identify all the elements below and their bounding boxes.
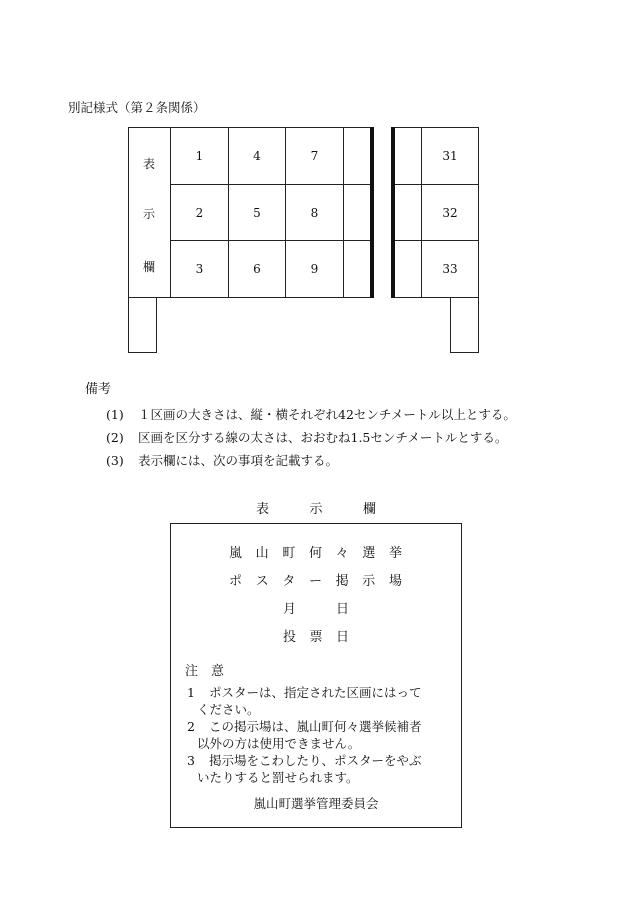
char: 町 bbox=[282, 546, 296, 561]
board-cell: 8 bbox=[285, 184, 344, 241]
char: 場 bbox=[388, 574, 402, 589]
display-panel bbox=[170, 523, 462, 828]
board-cell: 33 bbox=[421, 240, 479, 298]
board-cell: 5 bbox=[228, 184, 286, 241]
board-cell bbox=[343, 240, 372, 298]
caution-text-cont: ください。 bbox=[197, 702, 260, 717]
caution-text: この掲示場は、嵐山町何々選挙候補者 bbox=[209, 719, 422, 734]
break-line-right bbox=[391, 127, 395, 298]
char: タ bbox=[282, 574, 296, 589]
caution-number: 3 bbox=[187, 753, 195, 768]
caution-item bbox=[187, 752, 422, 786]
char: 日 bbox=[335, 630, 349, 645]
board-cell bbox=[393, 240, 422, 298]
board-leg-left bbox=[128, 297, 157, 353]
note-item bbox=[106, 451, 338, 469]
board-cell bbox=[393, 184, 422, 241]
char: 掲 bbox=[335, 574, 349, 589]
note-text: 区画を区分する線の太さは、おおむね1.5センチメートルとする。 bbox=[138, 430, 508, 445]
panel-footer: 嵐山町選挙管理委員会 bbox=[253, 796, 379, 811]
caution-item bbox=[187, 718, 422, 752]
panel-title bbox=[256, 498, 376, 517]
board-label-char: 示 bbox=[143, 207, 156, 221]
board-cell: 9 bbox=[285, 240, 344, 298]
note-text: 表示欄には、次の事項を記載する。 bbox=[138, 453, 339, 468]
char: 選 bbox=[362, 546, 376, 561]
caution-text-cont: 以外の方は使用できません。 bbox=[197, 736, 361, 751]
note-item bbox=[106, 428, 507, 446]
char: 示 bbox=[362, 574, 376, 589]
note-number: (2) bbox=[106, 430, 124, 445]
char: 投 bbox=[283, 630, 297, 645]
note-number: (1) bbox=[106, 407, 124, 422]
board-cell: 2 bbox=[170, 184, 229, 241]
char: ー bbox=[308, 574, 322, 589]
board-label-char: 欄 bbox=[143, 260, 156, 274]
board-leg-right bbox=[450, 297, 479, 353]
caution-text: 掲示場をこわしたり、ポスターをやぶ bbox=[209, 753, 422, 768]
board-cell bbox=[343, 127, 372, 185]
char: 嵐 bbox=[229, 546, 243, 561]
election-name-line bbox=[229, 542, 402, 561]
caution-text: ポスターは、指定された区画にはって bbox=[209, 685, 422, 700]
board-cell: 31 bbox=[421, 127, 479, 185]
char: ポ bbox=[229, 574, 243, 589]
char: 々 bbox=[335, 546, 349, 561]
note-item bbox=[106, 405, 516, 423]
char: ス bbox=[255, 574, 269, 589]
voting-day-line bbox=[283, 626, 349, 645]
board-label-char: 表 bbox=[143, 157, 156, 171]
poster-board-diagram bbox=[0, 0, 630, 380]
board-cell bbox=[343, 184, 372, 241]
char: 意 bbox=[210, 664, 224, 679]
board-cell bbox=[393, 127, 422, 185]
board-cell: 7 bbox=[285, 127, 344, 185]
char: 山 bbox=[255, 546, 269, 561]
form-header: 別記様式（第２条関係） bbox=[68, 100, 206, 115]
note-number: (3) bbox=[106, 453, 124, 468]
notes-title: 備考 bbox=[85, 382, 112, 397]
board-cell: 4 bbox=[228, 127, 286, 185]
break-line-left bbox=[370, 127, 374, 298]
caution-item bbox=[187, 684, 422, 718]
char: 何 bbox=[308, 546, 322, 561]
board-name-line bbox=[229, 570, 402, 589]
note-text: １区画の大きさは、縦・横それぞれ42センチメートル以上とする。 bbox=[138, 407, 516, 422]
caution-number: 2 bbox=[187, 719, 195, 734]
char: 日 bbox=[335, 602, 349, 617]
char: 票 bbox=[309, 630, 323, 645]
board-cell: 6 bbox=[228, 240, 286, 298]
caution-text-cont: いたりすると罰せられます。 bbox=[197, 770, 359, 785]
char: 注 bbox=[185, 664, 199, 679]
board-cell: 32 bbox=[421, 184, 479, 241]
panel-title-char: 示 bbox=[309, 502, 323, 517]
board-cell: 1 bbox=[170, 127, 229, 185]
caution-number: 1 bbox=[187, 685, 195, 700]
panel-title-char: 表 bbox=[256, 502, 270, 517]
panel-title-char: 欄 bbox=[362, 502, 376, 517]
char: 挙 bbox=[388, 546, 402, 561]
caution-heading bbox=[185, 660, 224, 679]
board-cell: 3 bbox=[170, 240, 229, 298]
date-line bbox=[283, 598, 349, 617]
char: 月 bbox=[283, 602, 297, 617]
